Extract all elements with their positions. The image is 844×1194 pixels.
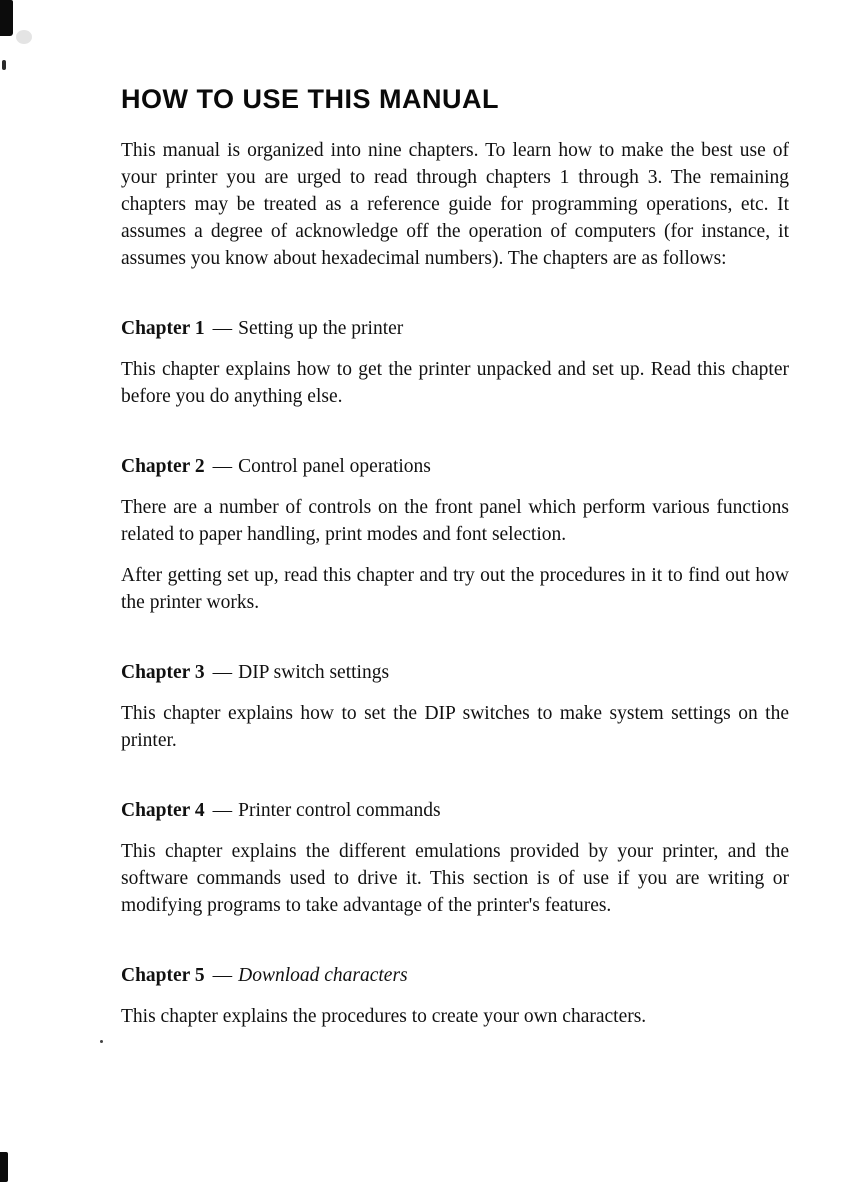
chapter-section-4 — [121, 800, 789, 919]
chapter-paragraph: This chapter explains the different emulations provided by your printer, and the software commands used to drive it. This section is of use if you are writing or modifying programs to take advantage of the printer's features. — [121, 841, 789, 916]
scan-artifact-dot — [100, 1040, 103, 1043]
chapter-body — [121, 356, 789, 410]
chapter-paragraph: This chapter explains how to get the printer unpacked and set up. Read this chapter before you do anything else. — [121, 359, 789, 407]
chapter-heading — [121, 318, 789, 340]
scan-artifact-left-tick — [2, 60, 6, 70]
chapter-title: DIP switch settings — [238, 662, 390, 683]
page-content — [121, 84, 789, 1044]
chapter-paragraph: There are a number of controls on the front panel which perform various functions related to paper handling, print modes and font selection. — [121, 497, 789, 545]
chapter-label: Chapter 4 — [121, 800, 205, 821]
chapter-separator: — — [212, 800, 233, 821]
chapter-body — [121, 494, 789, 616]
chapter-section-1 — [121, 318, 789, 410]
scan-artifact-bottom-left — [0, 1152, 8, 1182]
chapter-label: Chapter 1 — [121, 318, 205, 339]
chapter-title: Download characters — [238, 965, 408, 986]
chapter-section-5 — [121, 965, 789, 1030]
chapter-title: Setting up the printer — [238, 318, 404, 339]
chapter-label: Chapter 5 — [121, 965, 205, 986]
chapter-heading — [121, 800, 789, 822]
chapter-body — [121, 700, 789, 754]
page-title: HOW TO USE THIS MANUAL — [121, 84, 499, 114]
chapter-paragraph: This chapter explains the procedures to create your own characters. — [121, 1006, 647, 1027]
scan-artifact-speckle — [16, 30, 32, 44]
chapter-title: Control panel operations — [238, 456, 431, 477]
chapter-label: Chapter 3 — [121, 662, 205, 683]
chapter-separator: — — [212, 662, 233, 683]
chapter-title: Printer control commands — [238, 800, 441, 821]
intro-paragraph: This manual is organized into nine chapters. To learn how to make the best use of your printer you are urged to read through chapters 1 through 3. The remaining chapters may be treated as a reference guide for programming operations, etc. It assumes a degree of acknowledge off the operation of computers (for instance, it assumes you know about hexadecimal numbers). The chapters are as follows: — [121, 140, 789, 269]
chapter-heading — [121, 965, 789, 987]
chapter-body — [121, 1003, 789, 1030]
scan-artifact-top-left — [0, 0, 13, 36]
chapter-separator: — — [212, 965, 233, 986]
chapter-paragraph: After getting set up, read this chapter and try out the procedures in it to find out how the printer works. — [121, 565, 789, 613]
chapter-body — [121, 838, 789, 919]
chapter-label: Chapter 2 — [121, 456, 205, 477]
chapter-section-3 — [121, 662, 789, 754]
chapter-section-2 — [121, 456, 789, 616]
chapter-separator: — — [212, 456, 233, 477]
chapter-separator: — — [212, 318, 233, 339]
chapter-paragraph: This chapter explains how to set the DIP switches to make system settings on the printer. — [121, 703, 789, 751]
chapter-heading — [121, 662, 789, 684]
chapter-heading — [121, 456, 789, 478]
